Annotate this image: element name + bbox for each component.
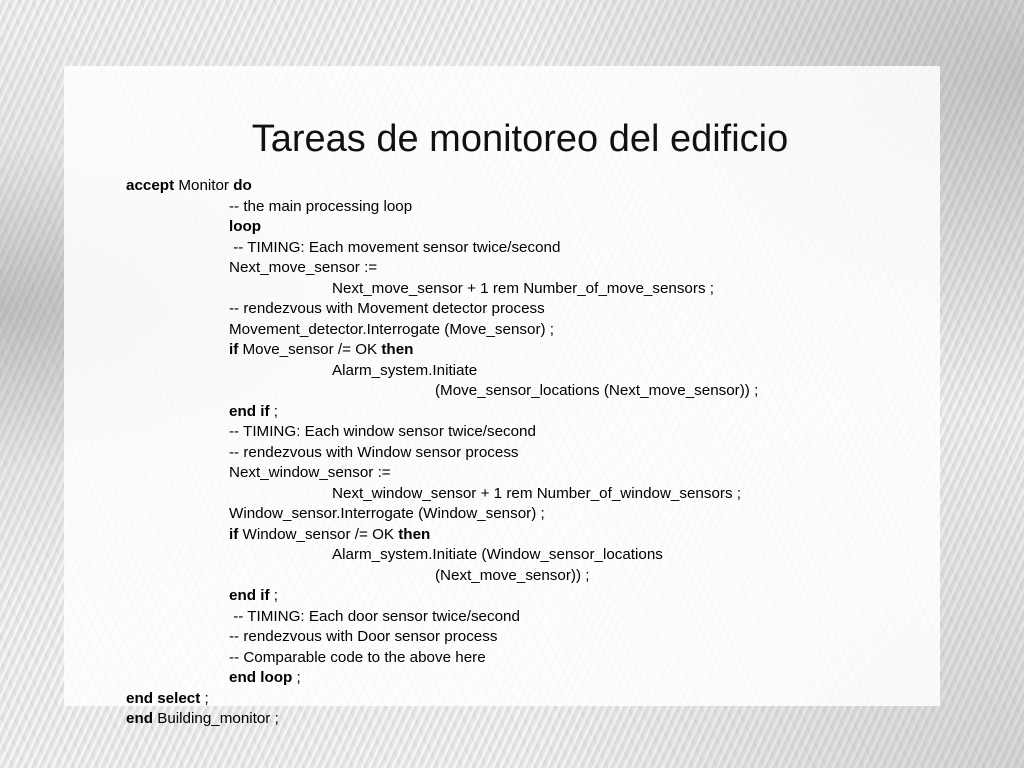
code-text: -- rendezvous with Door sensor process — [229, 628, 498, 645]
code-text: (Next_move_sensor)) ; — [435, 566, 590, 584]
code-line — [126, 463, 926, 484]
code-keyword: then — [398, 525, 431, 543]
code-line — [126, 484, 926, 505]
code-text: -- Comparable code to the above here — [229, 648, 486, 666]
code-line — [126, 176, 926, 197]
code-keyword: end if — [229, 402, 270, 420]
code-keyword: end if — [229, 587, 270, 604]
code-line — [126, 525, 926, 546]
code-block — [126, 176, 926, 730]
code-line — [126, 258, 926, 279]
code-line — [126, 607, 926, 628]
code-line — [126, 402, 926, 423]
code-text: Next_window_sensor + 1 rem Number_of_window_sensors ; — [332, 484, 741, 502]
code-line — [126, 197, 926, 218]
code-text: (Move_sensor_locations (Next_move_sensor)) ; — [435, 382, 759, 399]
code-line — [126, 381, 926, 402]
code-text: Move_sensor /= OK — [238, 341, 382, 358]
code-line — [126, 586, 926, 607]
code-keyword: loop — [229, 218, 262, 235]
code-text: Monitor — [174, 177, 234, 194]
code-keyword: end loop — [229, 669, 293, 686]
code-keyword: then — [381, 341, 414, 358]
code-line — [126, 668, 926, 689]
code-line — [126, 689, 926, 710]
code-line — [126, 217, 926, 238]
code-line — [126, 422, 926, 443]
code-text: -- the main processing loop — [229, 197, 413, 215]
code-text: Movement_detector.Interrogate (Move_sensor) ; — [229, 320, 555, 338]
code-text: ; — [269, 587, 278, 604]
code-line — [126, 279, 926, 300]
slide-title: Tareas de monitoreo del edificio — [251, 118, 789, 160]
code-text: -- TIMING: Each window sensor twice/second — [229, 423, 536, 440]
code-keyword: do — [233, 177, 252, 194]
code-text: Building_monitor ; — [153, 710, 279, 727]
code-text: -- rendezvous with Movement detector process — [229, 300, 545, 317]
code-text: ; — [200, 689, 209, 707]
code-line — [126, 238, 926, 259]
code-line — [126, 627, 926, 648]
code-text: Alarm_system.Initiate — [332, 361, 478, 379]
code-line — [126, 320, 926, 341]
code-text: -- rendezvous with Window sensor process — [229, 443, 519, 461]
code-line — [126, 648, 926, 669]
code-text: ; — [292, 669, 301, 686]
code-keyword: end — [126, 710, 154, 727]
code-line — [126, 709, 926, 730]
code-text: Next_window_sensor := — [229, 464, 391, 481]
code-text: Window_sensor.Interrogate (Window_sensor) ; — [229, 505, 545, 522]
code-text: ; — [269, 402, 278, 420]
code-text: -- TIMING: Each movement sensor twice/second — [229, 238, 561, 256]
code-line — [126, 545, 926, 566]
code-keyword: end select — [126, 689, 201, 707]
code-line — [126, 299, 926, 320]
code-text: Window_sensor /= OK — [238, 525, 399, 543]
code-text: Next_move_sensor := — [229, 259, 378, 276]
code-line — [126, 566, 926, 587]
code-text: Next_move_sensor + 1 rem Number_of_move_sensors ; — [332, 279, 714, 297]
code-text: -- TIMING: Each door sensor twice/second — [229, 607, 520, 625]
code-line — [126, 443, 926, 464]
code-text: Alarm_system.Initiate (Window_sensor_locations — [332, 546, 663, 563]
code-line — [126, 504, 926, 525]
code-keyword: if — [229, 525, 239, 543]
code-keyword: accept — [126, 177, 175, 194]
code-line — [126, 361, 926, 382]
code-keyword: if — [229, 341, 239, 358]
code-line — [126, 340, 926, 361]
